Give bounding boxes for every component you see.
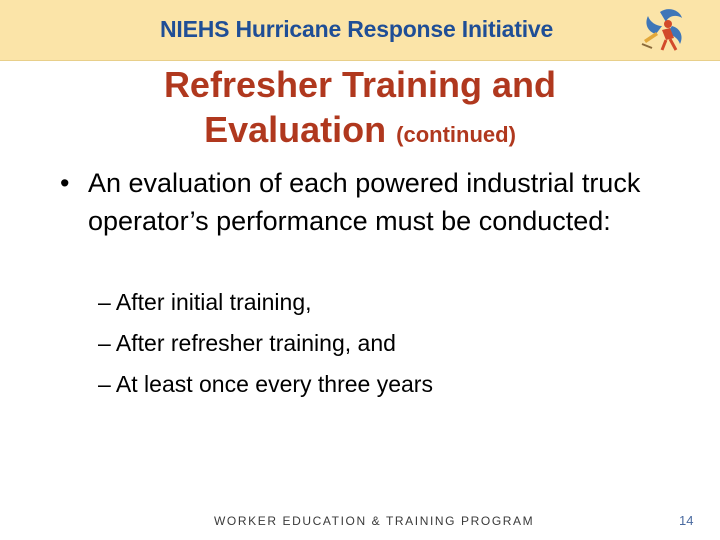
- footer-program-name: WORKER EDUCATION & TRAINING PROGRAM: [214, 514, 535, 528]
- banner-title: NIEHS Hurricane Response Initiative: [160, 16, 554, 42]
- bullet-dot-icon: •: [60, 168, 70, 198]
- sub-bullet-text: After initial training,: [115, 289, 312, 315]
- sub-bullet-text: After refresher training, and: [115, 330, 396, 356]
- header-banner: [0, 0, 720, 61]
- hurricane-worker-logo-icon: [636, 4, 692, 56]
- page-number: 14: [679, 513, 694, 528]
- sub-bullet-text: At least once every three years: [115, 371, 433, 397]
- sub-bullet-item: – After refresher training, and: [98, 330, 396, 356]
- slide-title-line2: Evaluation (continued): [204, 109, 516, 150]
- slide-title-line1: Refresher Training and: [163, 64, 557, 105]
- main-bullet-text: An evaluation of each powered industrial truck operator’s performance must be conducted:: [88, 168, 641, 236]
- sub-bullet-list: [98, 282, 658, 405]
- sub-bullet-item: – At least once every three years: [98, 371, 433, 397]
- sub-bullet-item: – After initial training,: [98, 289, 312, 315]
- slide-title: [0, 62, 720, 157]
- slide-title-suffix: (continued): [396, 122, 516, 147]
